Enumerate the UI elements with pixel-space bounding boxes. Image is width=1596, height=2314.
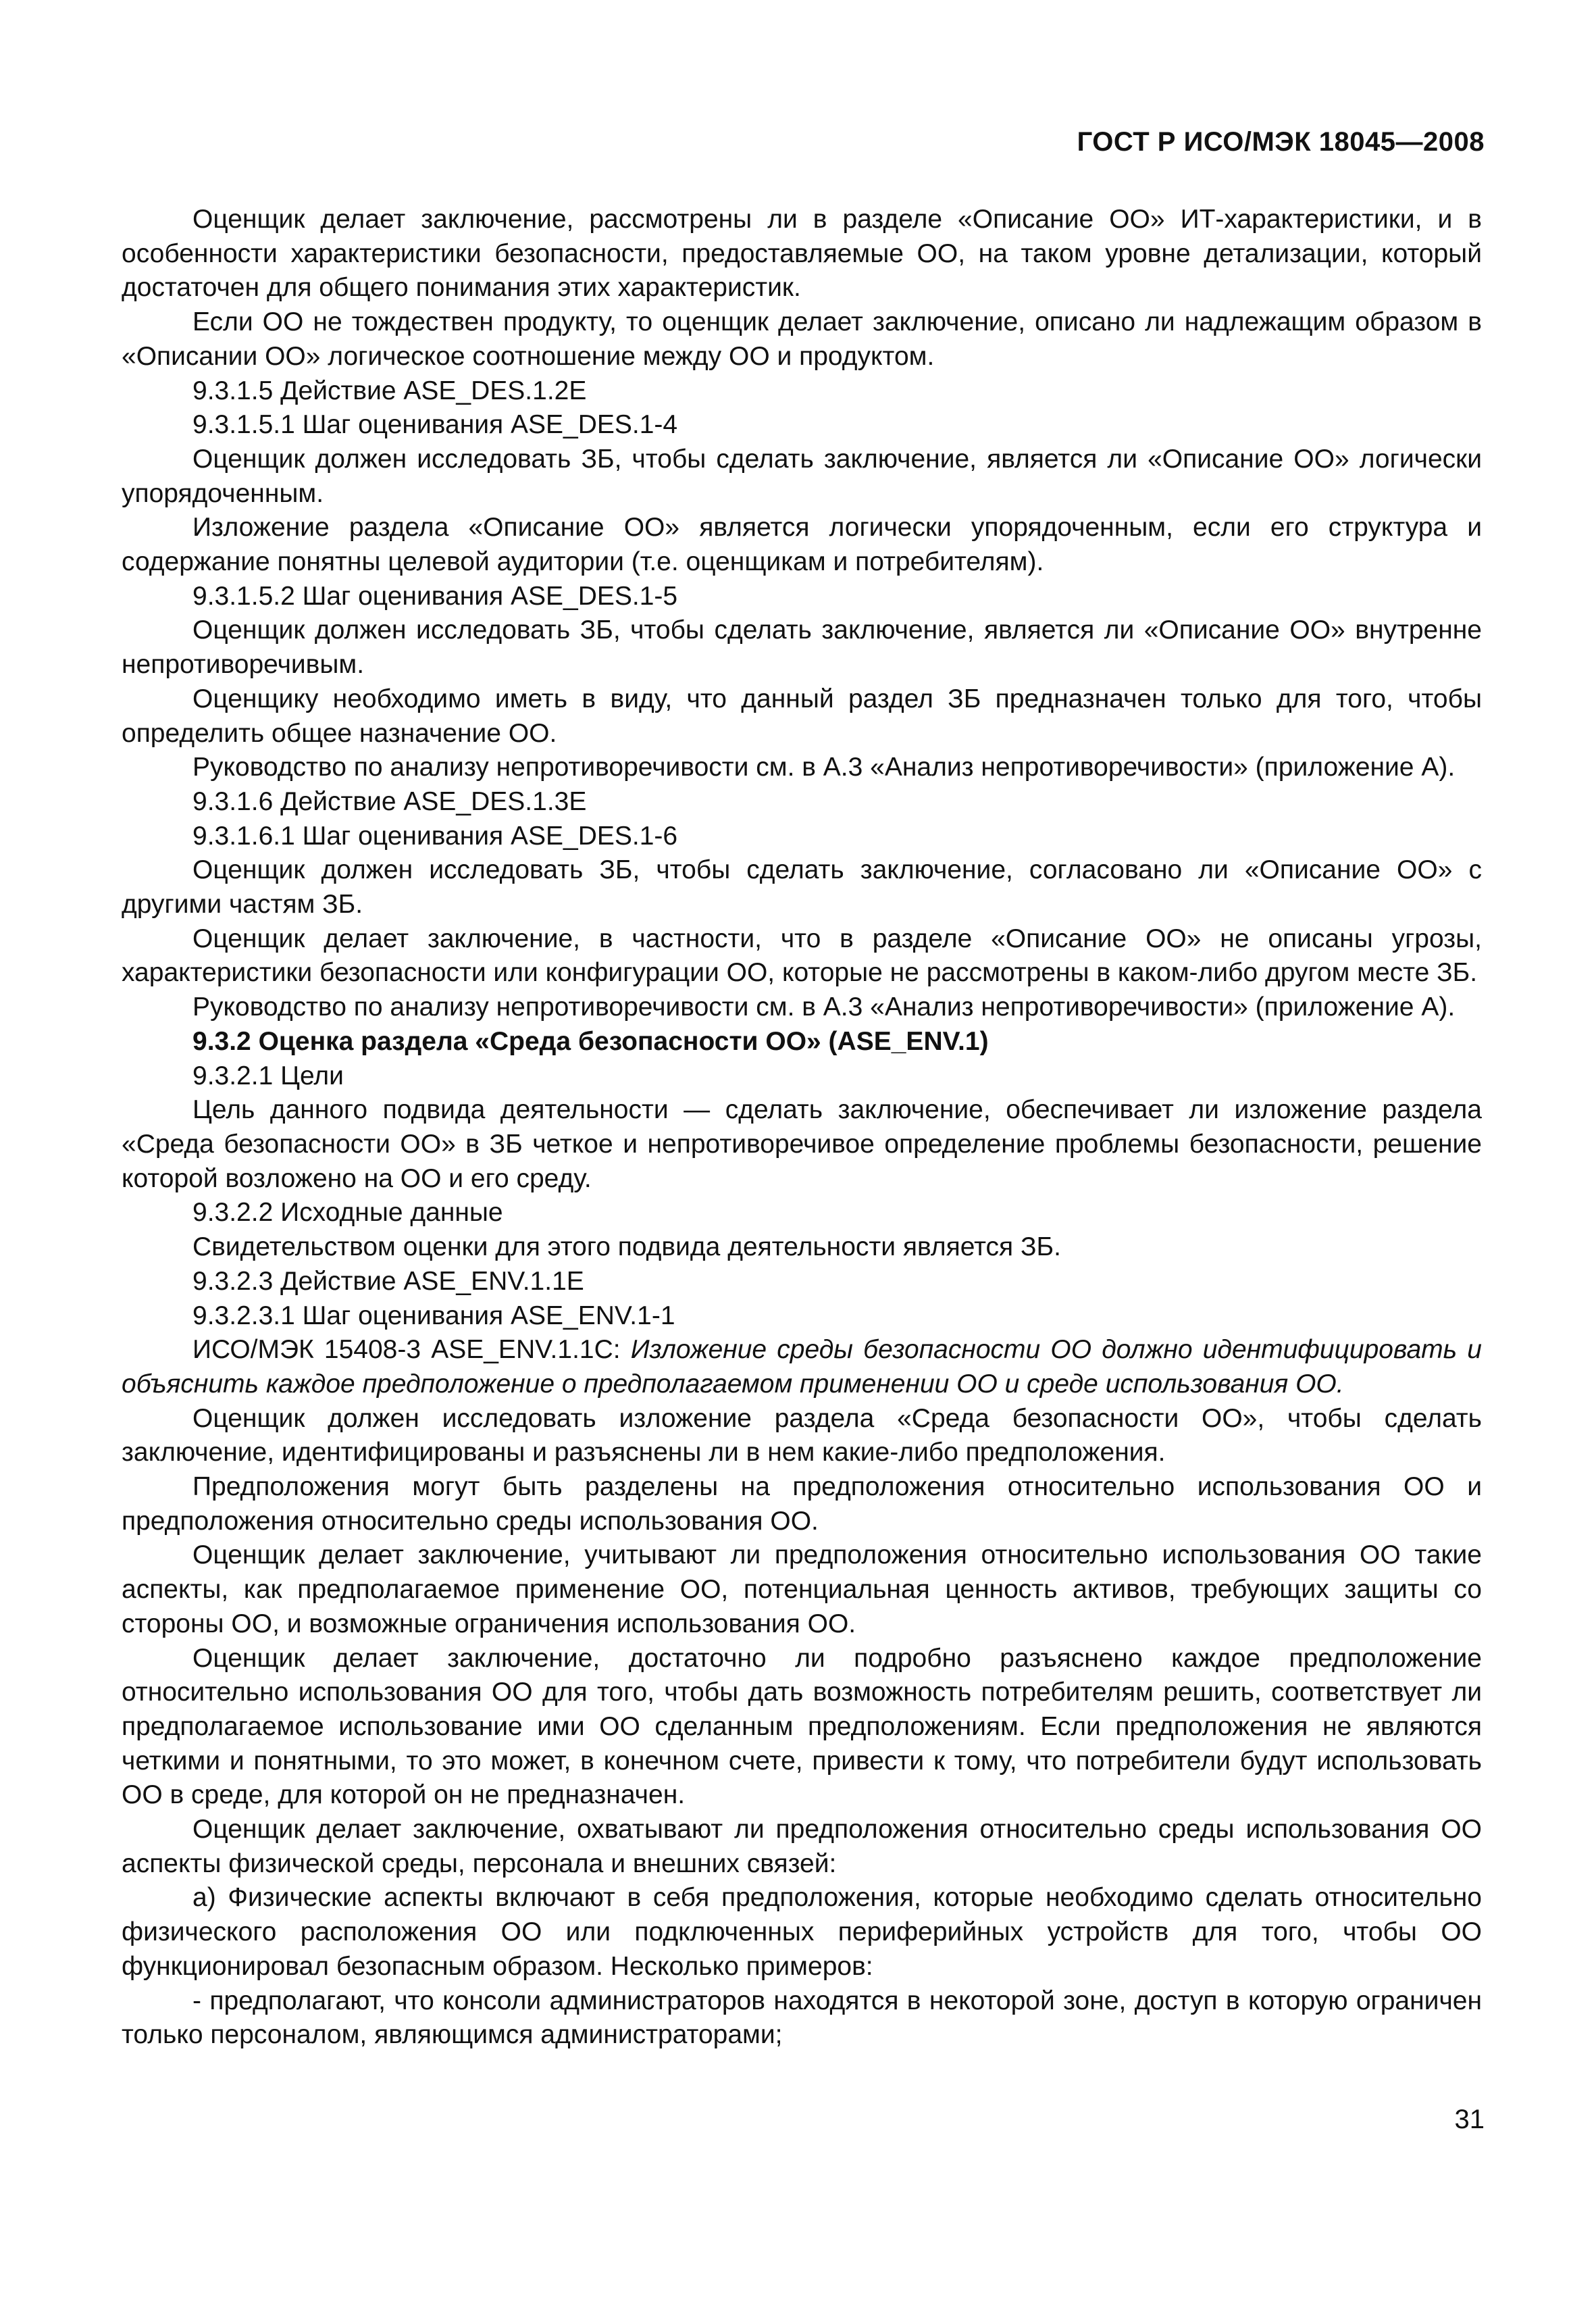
paragraph-text: Руководство по анализу непротиворечивости см. в А.3 «Анализ непротиворечивости» (приложение А). — [192, 753, 1456, 782]
body-paragraph — [122, 511, 1482, 579]
body-paragraph — [122, 820, 1482, 854]
body-paragraph — [122, 580, 1482, 614]
body-paragraph — [122, 785, 1482, 820]
body-paragraph — [122, 922, 1482, 990]
paragraph-text: Оценщик делает заключение, учитывают ли предположения относительно использования ОО такие аспекты, как предполагаемое применение ОО, потенциальная ценность активов, требующих защиты со стороны ОО, и возможные ограничения использования ОО. — [122, 1540, 1482, 1638]
paragraph-text: Цель данного подвида деятельности — сделать заключение, обеспечивает ли изложение раздела «Среда безопасности ОО» в ЗБ четкое и непротиворечивое определение проблемы безопасности, решение которой возложено на ОО и его среду. — [122, 1095, 1482, 1193]
paragraph-text: 9.3.1.5 Действие ASE_DES.1.2E — [192, 376, 587, 405]
paragraph-text: 9.3.2.2 Исходные данные — [192, 1198, 503, 1228]
body-paragraph — [122, 1642, 1482, 1813]
body-paragraph — [122, 1984, 1482, 2053]
paragraph-text: Оценщик должен исследовать ЗБ, чтобы сделать заключение, согласовано ли «Описание ОО» с другими частям ЗБ. — [122, 855, 1482, 920]
body-paragraph — [122, 1470, 1482, 1538]
paragraph-text: 9.3.1.6.1 Шаг оценивания ASE_DES.1-6 — [192, 821, 678, 851]
paragraph-text: Если ОО не тождествен продукту, то оценщик делает заключение, описано ли надлежащим образом в «Описании ОО» логическое соотношение между ОО и продуктом. — [122, 307, 1482, 371]
paragraph-text: Оценщик делает заключение, охватывают ли предположения относительно среды использования ОО аспекты физической среды, персонала и внешних связей: — [122, 1815, 1482, 1878]
paragraph-text: Свидетельством оценки для этого подвида деятельности является ЗБ. — [192, 1232, 1061, 1262]
paragraph-text: - предполагают, что консоли администраторов находятся в некоторой зоне, доступ в которую ограничен только персоналом, являющимся администраторами; — [122, 1986, 1482, 2050]
paragraph-text: 9.3.1.5.1 Шаг оценивания ASE_DES.1-4 — [192, 410, 678, 440]
body-paragraph — [122, 408, 1482, 443]
body-paragraph — [122, 1299, 1482, 1334]
paragraph-text: 9.3.2.3.1 Шаг оценивания ASE_ENV.1-1 — [192, 1301, 675, 1330]
page-number: 31 — [1454, 2105, 1485, 2134]
paragraph-text: 9.3.1.5.2 Шаг оценивания ASE_DES.1-5 — [192, 581, 678, 611]
body-paragraph — [122, 374, 1482, 409]
paragraph-text: Оценщик делает заключение, достаточно ли подробно разъяснено каждое предположение относительно использования ОО для того, чтобы дать возможность потребителям решить, соответствует ли предполагаемое использование ими ОО сделанным предположениям. Если предположения не являются четкими и понятными, то это может, в конечном счете, привести к тому, что потребители будут использовать ОО в среде, для которой он не предназначен. — [122, 1643, 1482, 1810]
body-paragraph — [122, 751, 1482, 785]
body-paragraph — [122, 203, 1482, 305]
body-paragraph — [122, 1196, 1482, 1230]
body-paragraph — [122, 443, 1482, 511]
body-paragraph — [122, 613, 1482, 682]
paragraph-text: Оценщик делает заключение, рассмотрены ли в разделе «Описание ОО» ИТ-характеристики, и в особенности характеристики безопасности, предоставляемые ОО, на таком уровне детализации, который достаточен для общего понимания этих характеристик. — [122, 205, 1482, 303]
paragraph-text: 9.3.1.6 Действие ASE_DES.1.3E — [192, 786, 587, 816]
body-paragraph — [122, 1402, 1482, 1470]
paragraph-text: Оценщику необходимо иметь в виду, что данный раздел ЗБ предназначен только для того, чтобы определить общее назначение ОО. — [122, 684, 1482, 748]
paragraph-text: Изложение раздела «Описание ОО» является логически упорядоченным, если его структура и содержание понятны целевой аудитории (т.е. оценщикам и потребителям). — [122, 513, 1482, 577]
document-body — [122, 203, 1482, 2053]
body-paragraph — [122, 1230, 1482, 1265]
paragraph-text: 9.3.2 Оценка раздела «Среда безопасности ОО» (ASE_ENV.1) — [192, 1026, 989, 1056]
paragraph-text: 9.3.2.1 Цели — [192, 1061, 344, 1090]
body-paragraph — [122, 1093, 1482, 1196]
body-paragraph — [122, 1265, 1482, 1299]
body-paragraph — [122, 1881, 1482, 1984]
body-paragraph — [122, 1538, 1482, 1641]
body-paragraph — [122, 682, 1482, 751]
paragraph-text: а) Физические аспекты включают в себя предположения, которые необходимо сделать относительно физического расположения ОО или подключенных периферийных устройств для того, чтобы ОО функционировал безопасным образом. Несколько примеров: — [122, 1883, 1482, 1981]
body-paragraph — [122, 305, 1482, 374]
body-paragraph — [122, 853, 1482, 922]
body-paragraph — [122, 1059, 1482, 1094]
body-paragraph — [122, 1333, 1482, 1401]
document-header: ГОСТ Р ИСО/МЭК 18045—2008 — [1077, 127, 1485, 157]
body-paragraph — [122, 990, 1482, 1025]
paragraph-text: Оценщик должен исследовать ЗБ, чтобы сделать заключение, является ли «Описание ОО» внутренне непротиворечивым. — [122, 615, 1482, 680]
paragraph-text: Оценщик делает заключение, в частности, что в разделе «Описание ОО» не описаны угрозы, характеристики безопасности или конфигурации ОО, которые не рассмотрены в каком-либо другом месте ЗБ. — [122, 924, 1482, 988]
section-heading — [122, 1025, 1482, 1059]
italic-requirement-text: Изложение среды безопасности ОО должно идентифицировать и объяснить каждое предположение о предполагаемом применении ОО и среде использования ОО. — [122, 1335, 1482, 1399]
paragraph-text: 9.3.2.3 Действие ASE_ENV.1.1E — [192, 1266, 584, 1296]
paragraph-text: Предположения могут быть разделены на предположения относительно использования ОО и предположения относительно среды использования ОО. — [122, 1472, 1482, 1536]
paragraph-text: Оценщик должен исследовать изложение раздела «Среда безопасности ОО», чтобы сделать заключение, идентифицированы и разъяснены ли в нем какие-либо предположения. — [122, 1403, 1482, 1467]
body-paragraph — [122, 1813, 1482, 1881]
paragraph-text: ИСО/МЭК 15408-3 ASE_ENV.1.1C: — [192, 1335, 631, 1365]
paragraph-text: Оценщик должен исследовать ЗБ, чтобы сделать заключение, является ли «Описание ОО» логически упорядоченным. — [122, 444, 1482, 508]
paragraph-text: Руководство по анализу непротиворечивости см. в А.3 «Анализ непротиворечивости» (приложение А). — [192, 992, 1456, 1022]
